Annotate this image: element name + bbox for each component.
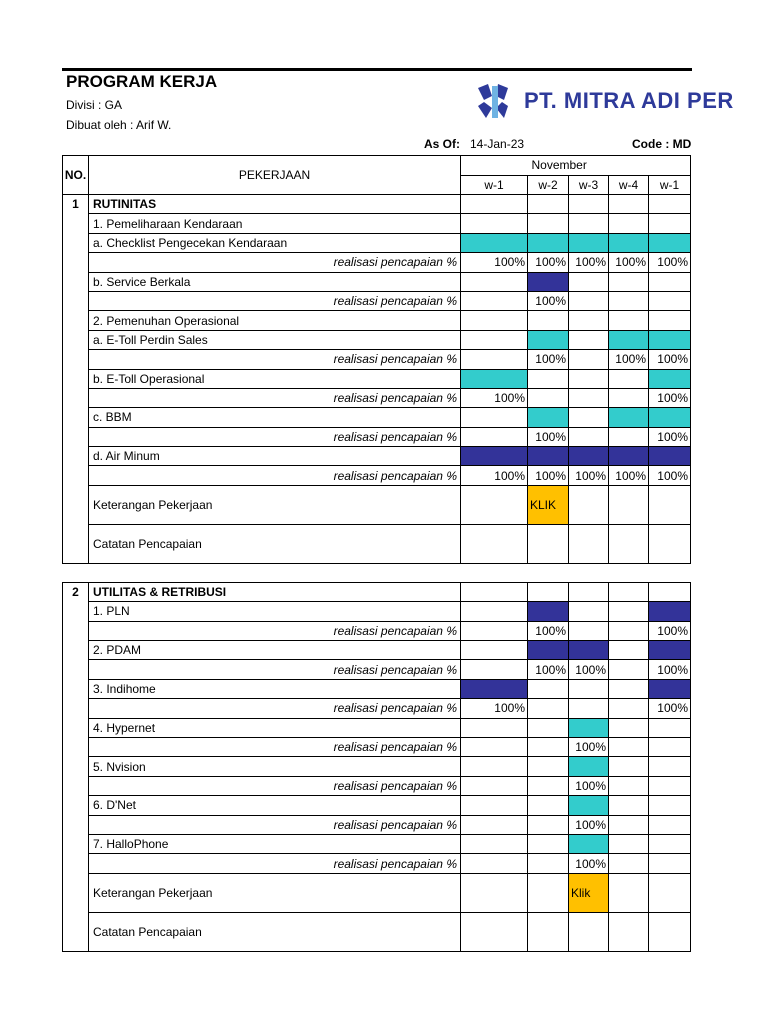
realisasi-value <box>461 737 528 756</box>
week-cell <box>528 524 569 563</box>
realisasi-value: 100% <box>461 388 528 407</box>
realisasi-value <box>569 621 609 640</box>
plan-cell-empty <box>461 796 528 815</box>
plan-cell-empty <box>649 834 691 853</box>
week-cell <box>569 195 609 214</box>
klik-button[interactable]: KLIK <box>528 485 569 524</box>
company-logo <box>474 82 734 122</box>
week-cell <box>461 912 528 951</box>
section-title: RUTINITAS <box>89 195 461 214</box>
plan-cell-empty <box>609 718 649 737</box>
realisasi-value <box>609 815 649 834</box>
realisasi-value <box>609 291 649 310</box>
keterangan-row <box>63 873 691 912</box>
company-emblem-icon <box>474 82 518 122</box>
realisasi-row <box>63 737 691 756</box>
realisasi-value <box>649 776 691 795</box>
plan-cell-teal <box>649 408 691 427</box>
plan-cell-empty <box>461 408 528 427</box>
realisasi-value <box>461 350 528 369</box>
realisasi-value: 100% <box>649 388 691 407</box>
realisasi-value: 100% <box>528 427 569 446</box>
realisasi-value <box>649 737 691 756</box>
realisasi-row <box>63 350 691 369</box>
plan-cell-navy <box>649 602 691 621</box>
realisasi-value: 100% <box>569 253 609 272</box>
task-row <box>63 757 691 776</box>
month-spacer <box>461 156 528 176</box>
realisasi-value <box>649 291 691 310</box>
realisasi-value: 100% <box>649 253 691 272</box>
plan-cell-empty <box>528 679 569 698</box>
plan-cell-empty <box>569 272 609 291</box>
week-cell <box>609 873 649 912</box>
task-name: 6. D'Net <box>89 796 461 815</box>
realisasi-value: 100% <box>528 621 569 640</box>
week-cell <box>528 912 569 951</box>
plan-cell-empty <box>609 796 649 815</box>
realisasi-value <box>609 427 649 446</box>
realisasi-label: realisasi pencapaian % <box>89 388 461 407</box>
plan-cell-teal <box>649 330 691 349</box>
plan-cell-navy <box>649 447 691 466</box>
task-name: 1. PLN <box>89 602 461 621</box>
plan-cell-navy <box>649 679 691 698</box>
realisasi-value: 100% <box>649 621 691 640</box>
task-row <box>63 369 691 388</box>
plan-cell-navy <box>528 272 569 291</box>
week-cell <box>609 311 649 330</box>
realisasi-value <box>609 854 649 873</box>
week-cell <box>649 873 691 912</box>
realisasi-value <box>461 854 528 873</box>
task-name: a. Checklist Pengecekan Kendaraan <box>89 233 461 252</box>
week-cell <box>609 485 649 524</box>
plan-cell-navy <box>528 602 569 621</box>
plan-cell-empty <box>461 834 528 853</box>
task-name: b. E-Toll Operasional <box>89 369 461 388</box>
week-cell <box>569 912 609 951</box>
plan-cell-empty <box>609 602 649 621</box>
as-of-date: 14-Jan-23 <box>470 137 525 151</box>
keterangan-label: Keterangan Pekerjaan <box>89 485 461 524</box>
realisasi-value <box>528 737 569 756</box>
column-no-header: NO. <box>63 156 89 195</box>
week-cell <box>528 311 569 330</box>
realisasi-value <box>528 388 569 407</box>
plan-cell-teal <box>528 330 569 349</box>
plan-cell-empty <box>569 602 609 621</box>
task-row <box>63 834 691 853</box>
realisasi-value <box>461 815 528 834</box>
plan-cell-navy <box>528 641 569 660</box>
plan-cell-navy <box>609 447 649 466</box>
realisasi-row <box>63 854 691 873</box>
week-cell <box>649 311 691 330</box>
plan-cell-navy <box>461 447 528 466</box>
plan-cell-empty <box>609 272 649 291</box>
week-cell <box>461 311 528 330</box>
realisasi-value <box>461 776 528 795</box>
realisasi-row <box>63 660 691 679</box>
plan-cell-empty <box>569 330 609 349</box>
realisasi-value <box>569 388 609 407</box>
task-name: 7. HalloPhone <box>89 834 461 853</box>
plan-cell-empty <box>609 679 649 698</box>
group-heading: 2. Pemenuhan Operasional <box>89 311 461 330</box>
week-header: w-1 <box>461 175 528 195</box>
realisasi-value <box>609 776 649 795</box>
top-border <box>62 68 692 71</box>
realisasi-label: realisasi pencapaian % <box>89 621 461 640</box>
realisasi-value <box>569 350 609 369</box>
spacer-row <box>63 563 691 582</box>
realisasi-row <box>63 621 691 640</box>
week-cell <box>461 524 528 563</box>
realisasi-value: 100% <box>569 660 609 679</box>
realisasi-value <box>461 621 528 640</box>
realisasi-value: 100% <box>609 253 649 272</box>
task-name: c. BBM <box>89 408 461 427</box>
realisasi-value: 100% <box>569 815 609 834</box>
realisasi-label: realisasi pencapaian % <box>89 699 461 718</box>
realisasi-label: realisasi pencapaian % <box>89 427 461 446</box>
keterangan-row <box>63 485 691 524</box>
week-cell <box>461 195 528 214</box>
realisasi-value <box>528 699 569 718</box>
plan-cell-teal <box>569 233 609 252</box>
task-name: 2. PDAM <box>89 641 461 660</box>
section-row <box>63 582 691 601</box>
task-name: a. E-Toll Perdin Sales <box>89 330 461 349</box>
plan-cell-teal <box>461 233 528 252</box>
section-number: 2 <box>63 582 89 951</box>
plan-cell-teal <box>569 718 609 737</box>
plan-cell-empty <box>649 718 691 737</box>
month-header: November <box>528 156 649 176</box>
realisasi-row <box>63 388 691 407</box>
realisasi-value: 100% <box>609 350 649 369</box>
company-name: PT. MITRA ADI PER <box>524 88 734 113</box>
realisasi-value <box>649 815 691 834</box>
week-cell <box>609 524 649 563</box>
week-cell <box>649 912 691 951</box>
plan-cell-navy <box>569 447 609 466</box>
plan-cell-navy <box>528 447 569 466</box>
week-cell <box>461 214 528 233</box>
task-name: 5. Nvision <box>89 757 461 776</box>
task-row <box>63 679 691 698</box>
plan-cell-empty <box>528 834 569 853</box>
realisasi-value <box>461 427 528 446</box>
group-heading: 1. Pemeliharaan Kendaraan <box>89 214 461 233</box>
realisasi-value: 100% <box>649 350 691 369</box>
catatan-label: Catatan Pencapaian <box>89 524 461 563</box>
plan-cell-empty <box>609 757 649 776</box>
week-cell <box>649 485 691 524</box>
week-cell <box>649 524 691 563</box>
plan-cell-navy <box>649 641 691 660</box>
realisasi-row <box>63 699 691 718</box>
keterangan-label: Keterangan Pekerjaan <box>89 873 461 912</box>
realisasi-value: 100% <box>528 350 569 369</box>
group-heading-row <box>63 311 691 330</box>
week-cell <box>649 195 691 214</box>
task-row <box>63 447 691 466</box>
plan-cell-empty <box>569 369 609 388</box>
task-row <box>63 641 691 660</box>
plan-cell-teal <box>569 757 609 776</box>
plan-cell-empty <box>528 757 569 776</box>
plan-cell-teal <box>609 233 649 252</box>
week-cell <box>528 195 569 214</box>
week-cell <box>569 524 609 563</box>
task-name: 3. Indihome <box>89 679 461 698</box>
plan-cell-empty <box>528 718 569 737</box>
task-row <box>63 408 691 427</box>
plan-cell-empty <box>609 369 649 388</box>
group-heading-row <box>63 214 691 233</box>
realisasi-value: 100% <box>569 776 609 795</box>
plan-cell-teal <box>649 233 691 252</box>
week-cell <box>528 214 569 233</box>
realisasi-value <box>569 427 609 446</box>
realisasi-value: 100% <box>461 466 528 485</box>
week-cell <box>569 214 609 233</box>
realisasi-label: realisasi pencapaian % <box>89 815 461 834</box>
week-cell <box>461 582 528 601</box>
realisasi-value: 100% <box>609 466 649 485</box>
week-cell <box>649 582 691 601</box>
realisasi-row <box>63 253 691 272</box>
week-header: w-2 <box>528 175 569 195</box>
task-name: 4. Hypernet <box>89 718 461 737</box>
code-label: Code : MD <box>632 137 692 151</box>
task-row <box>63 233 691 252</box>
month-spacer <box>649 156 691 176</box>
week-cell <box>609 214 649 233</box>
plan-cell-teal <box>609 330 649 349</box>
week-cell <box>609 582 649 601</box>
plan-cell-empty <box>528 369 569 388</box>
plan-cell-empty <box>649 757 691 776</box>
realisasi-value <box>609 388 649 407</box>
realisasi-label: realisasi pencapaian % <box>89 291 461 310</box>
plan-cell-empty <box>649 796 691 815</box>
author-label: Dibuat oleh : Arif W. <box>66 118 172 132</box>
plan-cell-empty <box>569 408 609 427</box>
plan-cell-teal <box>569 834 609 853</box>
realisasi-value: 100% <box>649 427 691 446</box>
plan-cell-teal <box>609 408 649 427</box>
plan-cell-empty <box>461 602 528 621</box>
week-cell <box>461 485 528 524</box>
task-row <box>63 796 691 815</box>
realisasi-label: realisasi pencapaian % <box>89 350 461 369</box>
task-row <box>63 330 691 349</box>
section-spacer <box>63 563 691 582</box>
plan-cell-empty <box>461 641 528 660</box>
realisasi-label: realisasi pencapaian % <box>89 854 461 873</box>
header-row <box>63 156 691 176</box>
plan-cell-empty <box>461 718 528 737</box>
realisasi-value <box>609 621 649 640</box>
plan-cell-empty <box>649 272 691 291</box>
realisasi-value <box>528 854 569 873</box>
realisasi-value <box>528 776 569 795</box>
klik-button[interactable]: Klik <box>569 873 609 912</box>
plan-cell-teal <box>528 233 569 252</box>
realisasi-row <box>63 466 691 485</box>
realisasi-value: 100% <box>569 737 609 756</box>
task-row <box>63 602 691 621</box>
realisasi-value: 100% <box>649 660 691 679</box>
realisasi-value <box>528 815 569 834</box>
realisasi-row <box>63 291 691 310</box>
realisasi-value: 100% <box>569 466 609 485</box>
week-header: w-3 <box>569 175 609 195</box>
week-cell <box>461 873 528 912</box>
plan-cell-teal <box>649 369 691 388</box>
section-row <box>63 195 691 214</box>
week-cell <box>569 582 609 601</box>
realisasi-value: 100% <box>528 253 569 272</box>
realisasi-value: 100% <box>528 660 569 679</box>
realisasi-value: 100% <box>528 466 569 485</box>
realisasi-value <box>569 291 609 310</box>
week-cell <box>528 582 569 601</box>
week-cell <box>569 311 609 330</box>
plan-cell-teal <box>528 408 569 427</box>
week-cell <box>569 485 609 524</box>
realisasi-label: realisasi pencapaian % <box>89 253 461 272</box>
task-row <box>63 272 691 291</box>
plan-cell-empty <box>609 834 649 853</box>
week-cell <box>528 873 569 912</box>
realisasi-value: 100% <box>528 291 569 310</box>
week-header: w-4 <box>609 175 649 195</box>
task-name: d. Air Minum <box>89 447 461 466</box>
realisasi-label: realisasi pencapaian % <box>89 776 461 795</box>
realisasi-value <box>649 854 691 873</box>
realisasi-label: realisasi pencapaian % <box>89 660 461 679</box>
plan-cell-teal <box>461 369 528 388</box>
catatan-row <box>63 524 691 563</box>
catatan-label: Catatan Pencapaian <box>89 912 461 951</box>
plan-cell-teal <box>569 796 609 815</box>
column-task-header: PEKERJAAN <box>89 156 461 195</box>
realisasi-value <box>461 660 528 679</box>
week-cell <box>609 195 649 214</box>
catatan-row <box>63 912 691 951</box>
plan-cell-navy <box>569 641 609 660</box>
section-number: 1 <box>63 195 89 564</box>
as-of-label: As Of: <box>424 137 460 151</box>
plan-cell-empty <box>528 796 569 815</box>
realisasi-value <box>609 737 649 756</box>
realisasi-value: 100% <box>461 253 528 272</box>
realisasi-label: realisasi pencapaian % <box>89 466 461 485</box>
plan-cell-empty <box>569 679 609 698</box>
plan-cell-empty <box>461 330 528 349</box>
realisasi-row <box>63 815 691 834</box>
week-header: w-1 <box>649 175 691 195</box>
realisasi-value <box>461 291 528 310</box>
realisasi-value: 100% <box>649 699 691 718</box>
section-title: UTILITAS & RETRIBUSI <box>89 582 461 601</box>
realisasi-row <box>63 427 691 446</box>
realisasi-value: 100% <box>461 699 528 718</box>
work-program-table <box>62 155 691 952</box>
realisasi-value: 100% <box>569 854 609 873</box>
realisasi-value: 100% <box>649 466 691 485</box>
page-title: PROGRAM KERJA <box>66 72 218 91</box>
task-row <box>63 718 691 737</box>
divisi-label: Divisi : GA <box>66 98 123 112</box>
realisasi-row <box>63 776 691 795</box>
week-cell <box>649 214 691 233</box>
plan-cell-empty <box>461 757 528 776</box>
realisasi-value <box>609 660 649 679</box>
plan-cell-empty <box>609 641 649 660</box>
task-name: b. Service Berkala <box>89 272 461 291</box>
realisasi-value <box>569 699 609 718</box>
realisasi-label: realisasi pencapaian % <box>89 737 461 756</box>
plan-cell-navy <box>461 679 528 698</box>
week-cell <box>609 912 649 951</box>
realisasi-value <box>609 699 649 718</box>
plan-cell-empty <box>461 272 528 291</box>
